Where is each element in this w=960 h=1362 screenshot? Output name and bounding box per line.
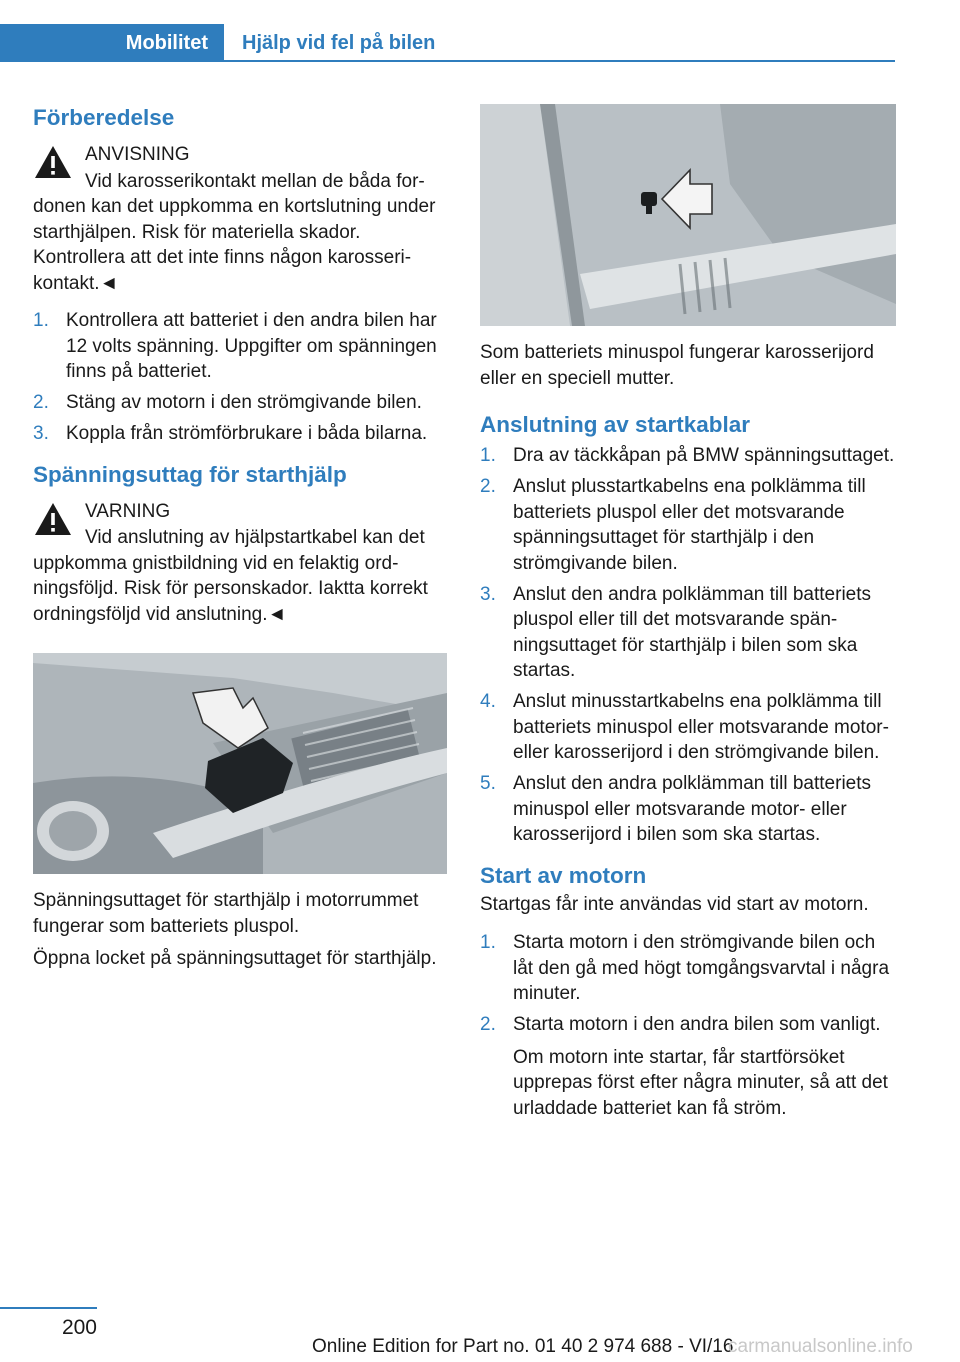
notice-box bbox=[33, 142, 447, 296]
warning-label: VARNING bbox=[85, 500, 171, 522]
warning-triangle-icon bbox=[33, 144, 73, 180]
preparation-steps bbox=[33, 308, 447, 447]
step-text: Kontrollera att batteriet i den andra bilen har 12 volts spänning. Uppgifter om spänningen finns på batteriet. bbox=[66, 310, 437, 382]
ground-point-photo bbox=[480, 104, 896, 326]
step-text: Anslut den andra polklämman till batteriets minuspol eller motsvarande motor- eller karosserijord i bilen som ska startas. bbox=[513, 773, 872, 845]
step-number: 3. bbox=[480, 583, 496, 605]
left-column bbox=[33, 104, 447, 972]
warning-triangle-icon bbox=[33, 501, 73, 537]
chapter-tab[interactable]: Mobilitet bbox=[0, 24, 224, 62]
section-title[interactable]: Hjälp vid fel på bilen bbox=[242, 32, 436, 54]
page-header bbox=[0, 0, 960, 62]
step-text: Anslut plusstartkabelns ena polklämma till batteriets pluspol eller det motsvarande spänningsuttaget för starthjälp i den strömgivande bilen. bbox=[513, 476, 866, 574]
step-note: Om motorn inte startar, får startförsöket upprepas först efter några minuter, så att det urladdade batteriet kan få ström. bbox=[513, 1046, 888, 1119]
watermark-text: carmanualsonline.info bbox=[728, 1336, 913, 1357]
list-item bbox=[33, 308, 447, 385]
list-item bbox=[480, 582, 896, 684]
heading-jump-start-terminal: Spänningsuttag för starthjälp bbox=[33, 461, 347, 487]
step-text: Starta motorn i den strömgivande bilen och låt den gå med högt tomgångsvarvtal i några minuter. bbox=[513, 932, 890, 1004]
warning-box bbox=[33, 499, 447, 628]
step-text: Starta motorn i den andra bilen som vanligt. bbox=[513, 1014, 881, 1035]
list-item bbox=[480, 930, 896, 1007]
step-number: 2. bbox=[480, 476, 496, 497]
step-number: 1. bbox=[480, 445, 496, 466]
photo-caption-left: Spänningsuttaget för starthjälp i motorrummet fungerar som batteriets pluspol. bbox=[33, 890, 419, 937]
notice-label: ANVISNING bbox=[85, 144, 190, 165]
step-number: 1. bbox=[480, 932, 496, 953]
heading-preparation: Förberedelse bbox=[33, 105, 175, 130]
photo-caption-right: Som batteriets minuspol fungerar karosserijord eller en speciell mutter. bbox=[480, 342, 874, 389]
connection-steps bbox=[480, 443, 896, 848]
page-number: 200 bbox=[61, 1316, 97, 1339]
list-item bbox=[33, 390, 447, 416]
right-column bbox=[480, 104, 896, 1127]
step-text: Stäng av motorn i den strömgivande bilen. bbox=[66, 392, 422, 413]
step-text: Dra av täckkåpan på BMW spänningsuttaget. bbox=[513, 445, 895, 466]
step-number: 5. bbox=[480, 773, 496, 794]
engine-bay-photo bbox=[33, 653, 447, 874]
list-item bbox=[480, 474, 896, 576]
step-number: 4. bbox=[480, 691, 496, 712]
step-number: 3. bbox=[33, 423, 49, 444]
list-item bbox=[480, 443, 896, 469]
list-item bbox=[480, 1012, 896, 1121]
step-number: 2. bbox=[33, 392, 49, 413]
step-number: 2. bbox=[480, 1014, 496, 1035]
edition-footer: Online Edition for Part no. 01 40 2 974 688 - VI/16 bbox=[312, 1336, 734, 1357]
step-text: Anslut den andra polklämman till batteriets pluspol eller till det motsvarande spänningsuttaget för starthjälp i bilen som ska startas. bbox=[513, 583, 872, 681]
header-rule bbox=[224, 60, 895, 62]
start-intro: Startgas får inte användas vid start av motorn. bbox=[480, 893, 869, 915]
step-number: 1. bbox=[33, 310, 49, 331]
heading-connecting-cables: Anslutning av startkablar bbox=[480, 412, 751, 437]
heading-starting-engine: Start av motorn bbox=[480, 862, 647, 888]
list-item bbox=[33, 421, 447, 447]
step-text: Anslut minusstartkabelns ena polklämma till batteriets minuspol eller motsvarande motor- eller karosserijord i den strömgivande bilen. bbox=[513, 691, 889, 763]
notice-text: Vid karosserikontakt mellan de båda fordonen kan det uppkomma en kortslutning under starthjälpen. Risk för materiella skador. Kontrollera att det inte finns någon karosserikontakt.◄ bbox=[33, 170, 436, 294]
warning-text: Vid anslutning av hjälpstartkabel kan det uppkomma gnistbildning vid en felaktig ordningsföljd. Risk för personskador. Iaktta korrekt ordningsföljd vid anslutning.◄ bbox=[33, 527, 428, 625]
start-steps bbox=[480, 930, 896, 1121]
page-number-rule bbox=[0, 1307, 97, 1309]
list-item bbox=[480, 689, 896, 766]
step-text: Koppla från strömförbrukare i båda bilarna. bbox=[66, 423, 428, 444]
list-item bbox=[480, 771, 896, 848]
paragraph-open-cover: Öppna locket på spänningsuttaget för starthjälp. bbox=[33, 948, 437, 969]
